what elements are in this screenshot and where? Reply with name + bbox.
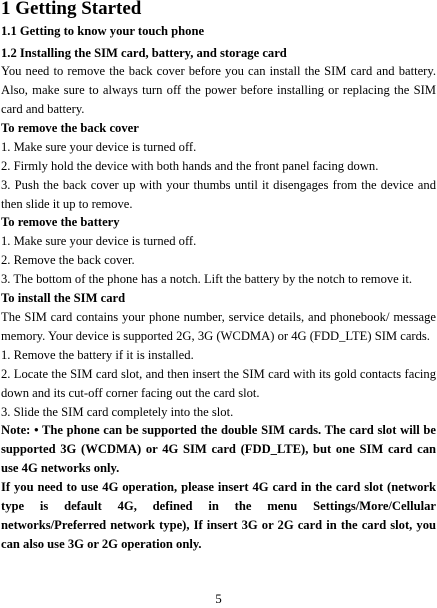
- remove-battery-step-3: 3. The bottom of the phone has a notch. Lift the battery by the notch to remove it.: [1, 272, 413, 287]
- note-4g-operation: If you need to use 4G operation, please insert 4G card in the card slot (network type is default 4G, defined in the menu Settings/More/Cellular networks/Preferred network type), If insert 3G or 2G card in the card slot, you can also use 3G or 2G operation only.: [1, 480, 436, 551]
- remove-battery-heading: To remove the battery: [1, 215, 120, 230]
- intro-paragraph: You need to remove the back cover before you can install the SIM card and battery. Also, make sure to always turn off the power before installing or replacing the SIM card and battery.: [1, 64, 436, 116]
- remove-cover-step-3: 3. Push the back cover up with your thumbs until it disengages from the device and then slide it up to remove.: [1, 177, 436, 211]
- remove-battery-step-1: 1. Make sure your device is turned off.: [1, 234, 197, 249]
- chapter-title: 1 Getting Started: [1, 0, 142, 19]
- remove-battery-step-2: 2. Remove the back cover.: [1, 253, 135, 268]
- remove-cover-step-1: 1. Make sure your device is turned off.: [1, 139, 197, 154]
- section-heading-1-2: 1.2 Installing the SIM card, battery, and storage card: [1, 45, 287, 60]
- install-sim-step-3: 3. Slide the SIM card completely into the slot.: [1, 404, 234, 419]
- install-sim-step-2: 2. Locate the SIM card slot, and then insert the SIM card with its gold contacts facing down and its cut-off corner facing out the card slot.: [1, 366, 436, 400]
- document-page: [1, 0, 436, 554]
- note-dual-sim: Note: • The phone can be supported the double SIM cards. The card slot will be supported 3G (WCDMA) or 4G SIM card (FDD_LTE), but one SIM card can use 4G networks only.: [1, 423, 436, 476]
- install-sim-intro: The SIM card contains your phone number, service details, and phonebook/ message memory. Your device is supported 2G, 3G (WCDMA) or 4G (FDD_LTE) SIM cards.: [1, 309, 436, 343]
- install-sim-step-1: 1. Remove the battery if it is installed.: [1, 347, 194, 362]
- page-number: 5: [215, 591, 222, 606]
- remove-cover-heading: To remove the back cover: [1, 120, 139, 135]
- section-heading-1-1: 1.1 Getting to know your touch phone: [1, 23, 205, 38]
- remove-cover-step-2: 2. Firmly hold the device with both hands and the front panel facing down.: [1, 158, 379, 173]
- install-sim-heading: To install the SIM card: [1, 291, 126, 306]
